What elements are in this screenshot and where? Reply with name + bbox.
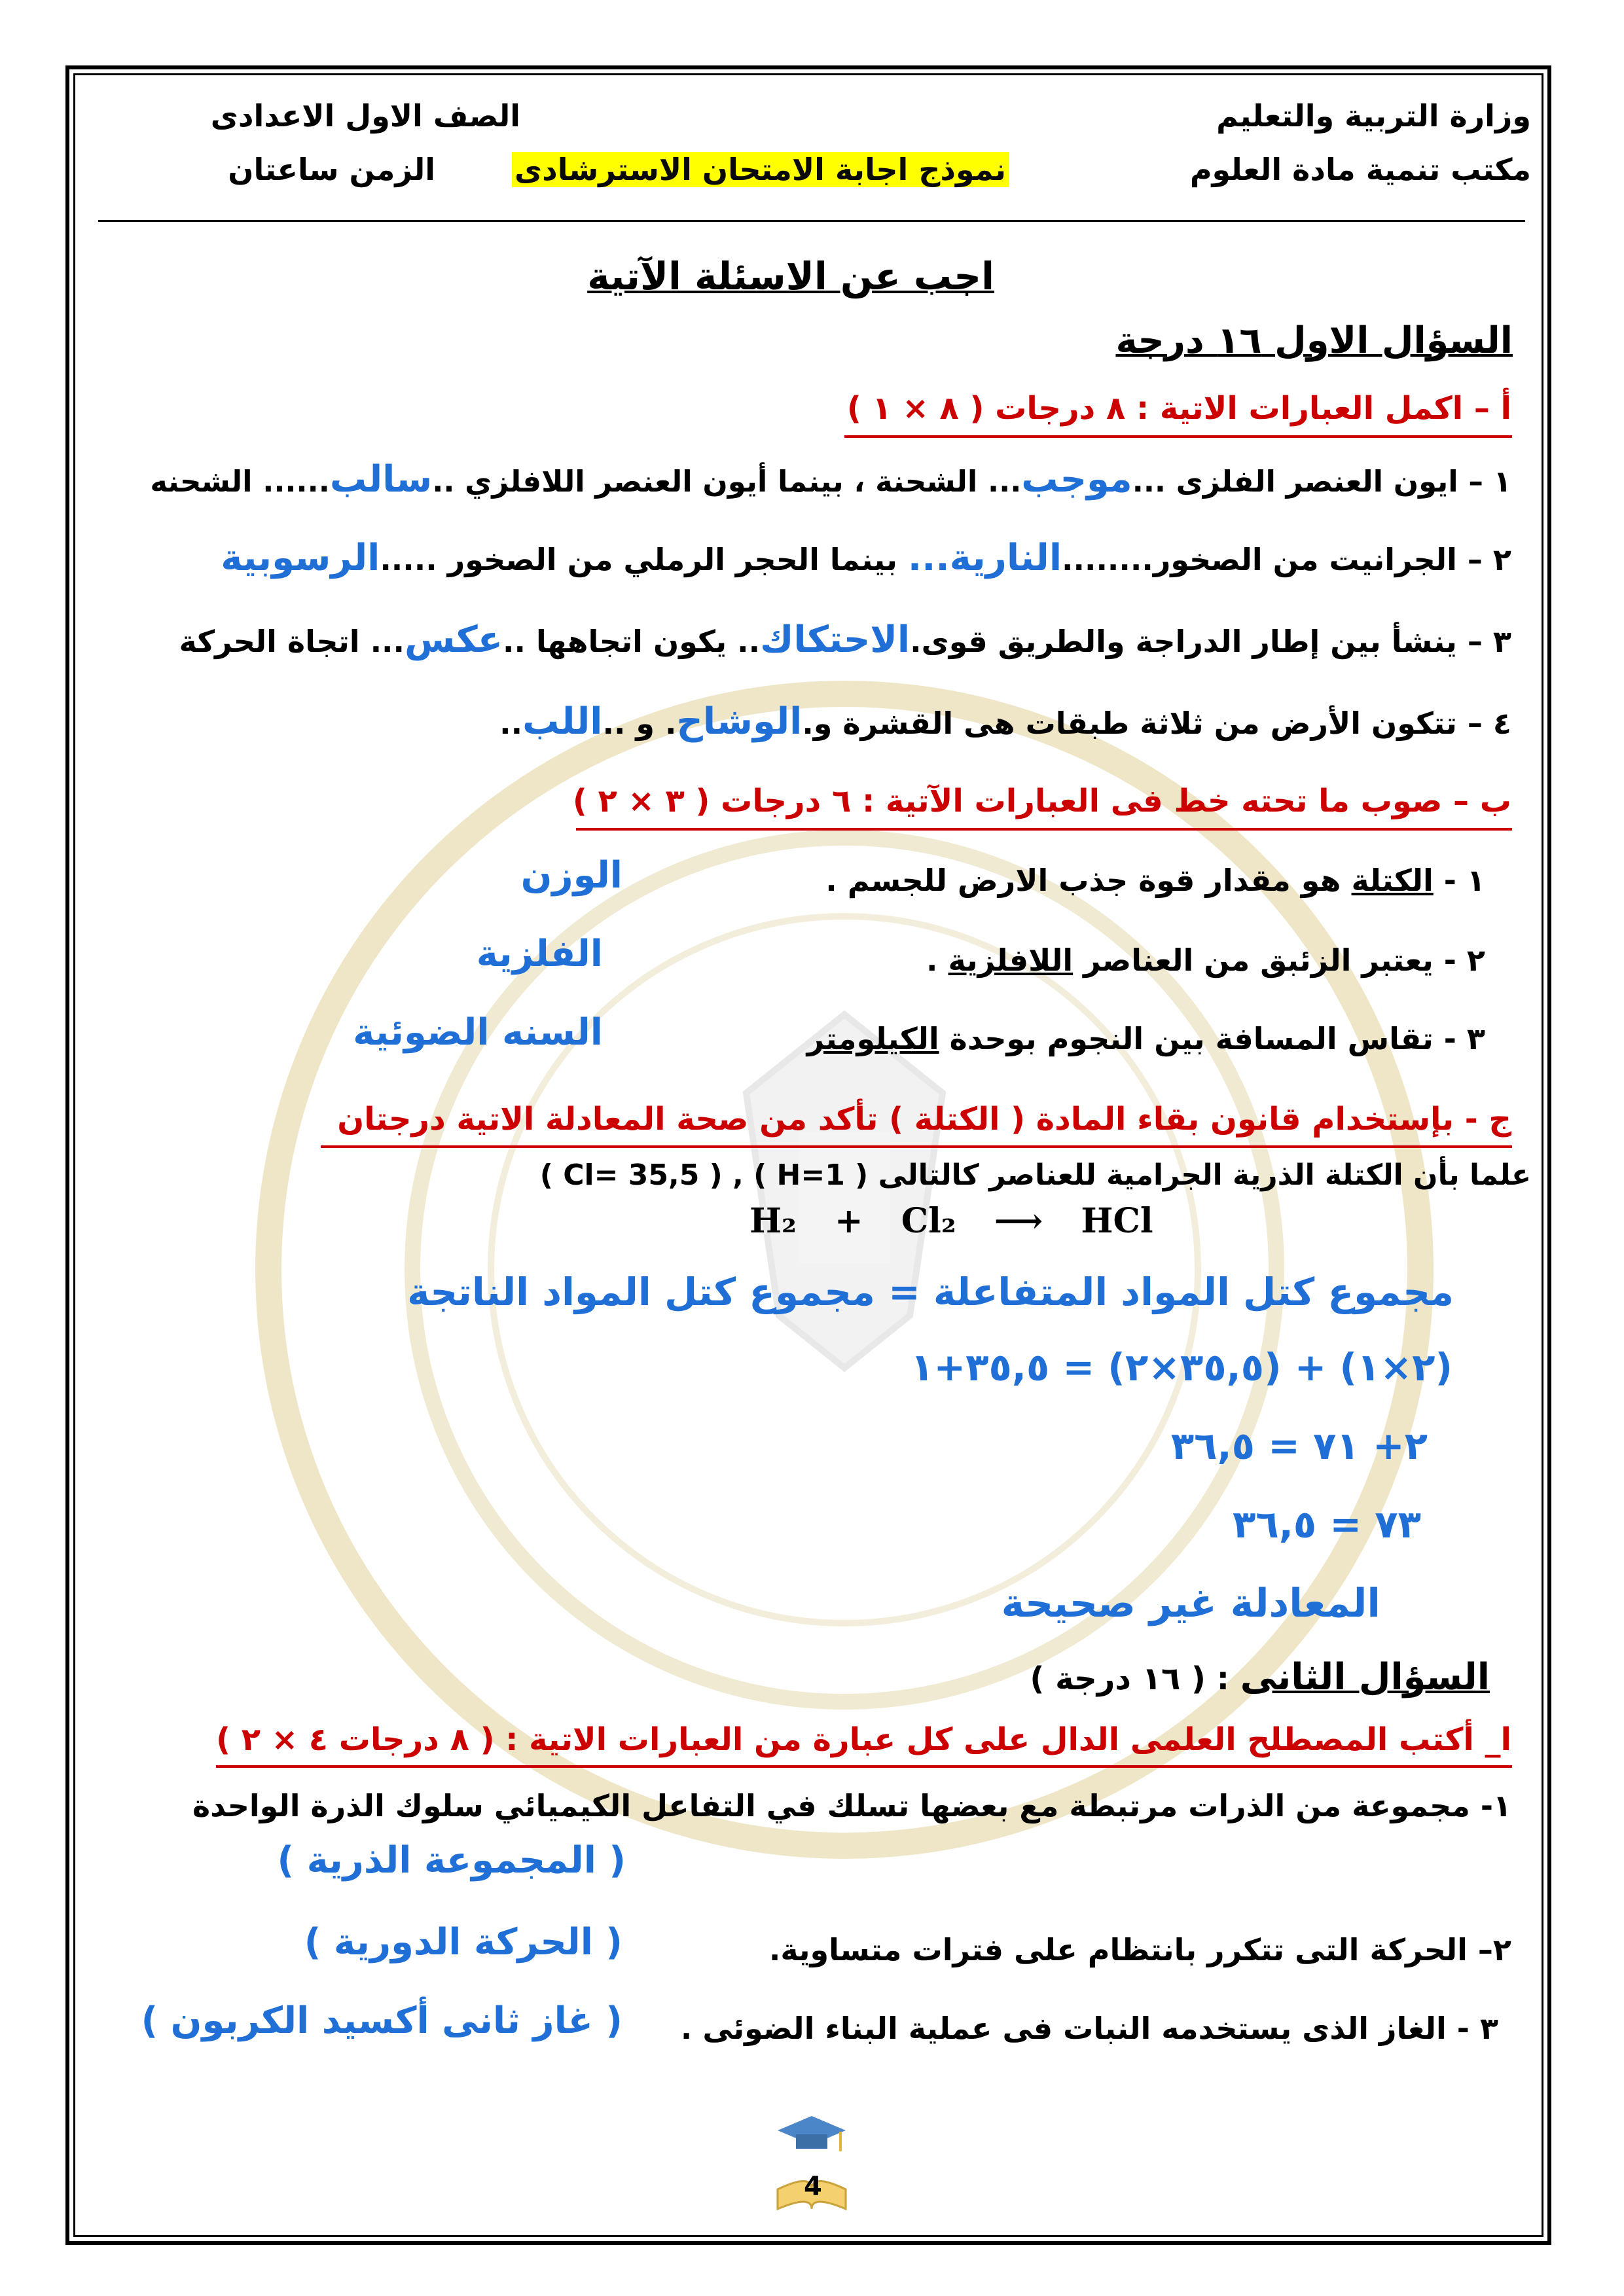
- q1-b-item-3: ٣ - تقاس المسافة بين النجوم بوحدة الكيلومتر: [806, 1021, 1485, 1056]
- q2-title-line: [1030, 1656, 1490, 1698]
- q1-c-given: علما بأن الكتلة الذرية الجرامية للعناصر كالتالى ( H=1 ) , ( Cl= 35,5 ): [539, 1158, 1531, 1192]
- q1-a-item-2: ٢ – الجرانيت من الصخور........النارية... بينما الحجر الرملي من الصخور .....الرسوبية: [221, 537, 1511, 579]
- q1-c-work-3: ٢+ ٧١ = ٣٦,٥: [1170, 1424, 1428, 1468]
- exam-time: الزمن ساعتان: [228, 152, 435, 187]
- q2-a-answer-2: ( الحركة الدورية ): [304, 1921, 623, 1964]
- page-number: 4: [804, 2172, 822, 2202]
- q1-a-heading-underline: [844, 435, 1512, 438]
- q1-c-heading-underline: [321, 1145, 1512, 1148]
- q1-b-item-2: ٢ - يعتبر الزئبق من العناصر اللافلزية .: [926, 942, 1485, 978]
- q1-b-answer-3: السنه الضوئية: [353, 1011, 603, 1054]
- answer: عكس: [405, 619, 503, 661]
- office-name: مكتب تنمية مادة العلوم: [1189, 152, 1531, 187]
- answer: سالب: [329, 458, 433, 501]
- q1-a-heading: أ – اكمل العبارات الاتية : ٨ درجات ( ٨ × ١ ): [846, 390, 1511, 427]
- q2-a-answer-3: ( غاز ثانى أكسيد الكربون ): [141, 2000, 623, 2042]
- q1-title: السؤال الاول ١٦ درجة: [1115, 319, 1513, 362]
- q2-a-item-3: ٣ - الغاز الذى يستخدمه النبات فى عملية البناء الضوئى .: [680, 2011, 1498, 2046]
- q1-c-work-1: مجموع كتل المواد المتفاعلة = مجموع كتل المواد الناتجة: [407, 1270, 1454, 1314]
- q1-b-heading-underline: [576, 828, 1512, 831]
- q1-b-heading: ب – صوب ما تحته خط فى العبارات الآتية : ٦ درجات ( ٣ × ٢ ): [572, 783, 1511, 819]
- q2-a-item-1: ١- مجموعة من الذرات مرتبطة مع بعضها تسلك في التفاعل الكيميائي سلوك الذرة الواحدة: [192, 1788, 1511, 1823]
- grade-label: الصف الاول الاعدادى: [210, 98, 520, 134]
- q2-a-item-2: ٢– الحركة التى تتكرر بانتظام على فترات متساوية.: [768, 1932, 1511, 1967]
- answer: موجب: [1021, 458, 1132, 501]
- q1-a-item-3: ٣ – ينشأ بين إطار الدراجة والطريق قوى.الاحتكاك.. يكون اتجاهها ..عكس... اتجاة الحركة: [179, 619, 1511, 661]
- q1-a-item-1: ١ – ايون العنصر الفلزى ...موجب... الشحنة ، بينما أيون العنصر اللافلزي ..سالب...... الشحنه: [150, 458, 1511, 501]
- q1-b-item-1: ١ - الكتلة هو مقدار قوة جذب الارض للجسم .: [825, 863, 1485, 898]
- q1-b-answer-2: الفلزية: [476, 933, 603, 975]
- answer: الوشاح: [676, 700, 803, 743]
- q2-a-heading: ا_ أكتب المصطلح العلمى الدال على كل عبارة من العبارات الاتية : ( ٨ درجات ٤ × ٢ ): [216, 1721, 1511, 1758]
- q1-c-work-2: (٢×١) + (٣٥,٥×٢) = ٣٥,٥+١: [911, 1345, 1453, 1390]
- answer: اللب: [522, 700, 603, 743]
- answer: النارية...: [907, 537, 1062, 579]
- q1-c-conclusion: المعادلة غير صحيحة: [1001, 1581, 1380, 1626]
- graduation-book-logo: [772, 2111, 851, 2222]
- q1-a-item-4: ٤ – تتكون الأرض من ثلاثة طبقات هى القشرة و.الوشاح. و ..اللب..: [499, 700, 1511, 743]
- q1-c-work-4: ٧٣ = ٣٦,٥: [1232, 1502, 1421, 1547]
- q2-grade: : ( ١٦ درجة ): [1030, 1660, 1240, 1697]
- chemical-equation: H₂ + Cl₂ ⟶ HCl: [749, 1201, 1153, 1241]
- q1-c-heading: ج - بإستخدام قانون بقاء المادة ( الكتلة ) تأكد من صحة المعادلة الاتية درجتان: [337, 1101, 1511, 1138]
- q2-title: السؤال الثانى: [1240, 1656, 1490, 1698]
- ministry-name: وزارة التربية والتعليم: [1216, 98, 1531, 134]
- header-divider: [98, 220, 1525, 222]
- answer: الاحتكاك: [760, 619, 911, 661]
- q2-a-heading-underline: [216, 1765, 1512, 1768]
- instruction-title: اجب عن الاسئلة الآتية: [587, 254, 994, 298]
- q2-a-answer-1: ( المجموعة الذرية ): [277, 1839, 626, 1882]
- exam-title: نموذج اجابة الامتحان الاسترشادى: [512, 152, 1009, 187]
- q1-b-answer-1: الوزن: [520, 854, 623, 897]
- answer: الرسوبية: [221, 537, 380, 579]
